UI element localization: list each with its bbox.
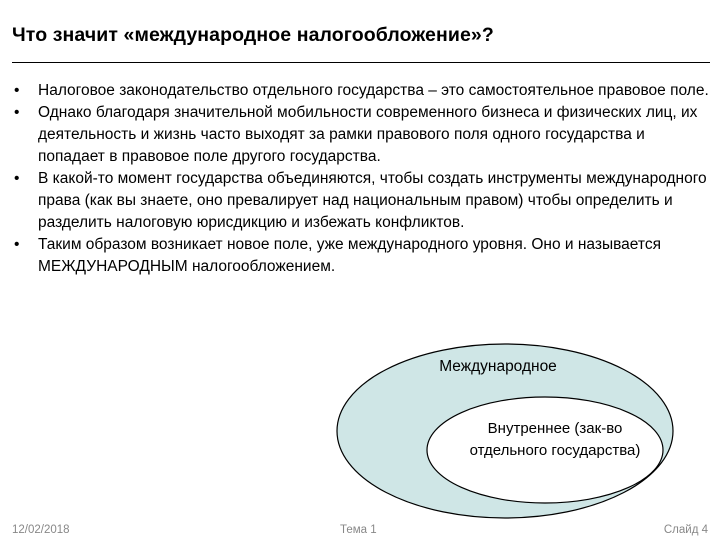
- bullet-marker: •: [14, 82, 20, 99]
- footer-topic: Тема 1: [340, 524, 377, 536]
- bullet-text: В какой-то момент государства объединяются, чтобы создать инструменты международного права (как вы знаете, оно превалирует над национальным правом) чтобы определить и разделить налоговую юрисдикцию и избежать конфликтов.: [38, 170, 707, 231]
- bullet-text: Однако благодаря значительной мобильности современного бизнеса и физических лиц, их деятельность и жизнь часто выходят за рамки правового поля одного государства и попадает в правовое поле другого государства.: [38, 104, 698, 165]
- footer-date: 12/02/2018: [12, 524, 70, 536]
- bullet-marker: •: [14, 104, 20, 121]
- bullet-marker: •: [14, 236, 20, 253]
- bullet-text: Налоговое законодательство отдельного государства – это самостоятельное правовое поле.: [38, 82, 709, 99]
- bullet-marker: •: [14, 170, 20, 187]
- international-label: Международное: [439, 358, 557, 375]
- slide-title: Что значит «международное налогообложение»?: [12, 24, 494, 46]
- footer-slide-number: Слайд 4: [663, 524, 708, 536]
- domestic-label: Внутреннее (зак-во отдельного государства): [469, 420, 641, 459]
- bullet-text: Таким образом возникает новое поле, уже международного уровня. Оно и называется МЕЖДУНАРОДНЫМ налогообложением.: [38, 236, 661, 275]
